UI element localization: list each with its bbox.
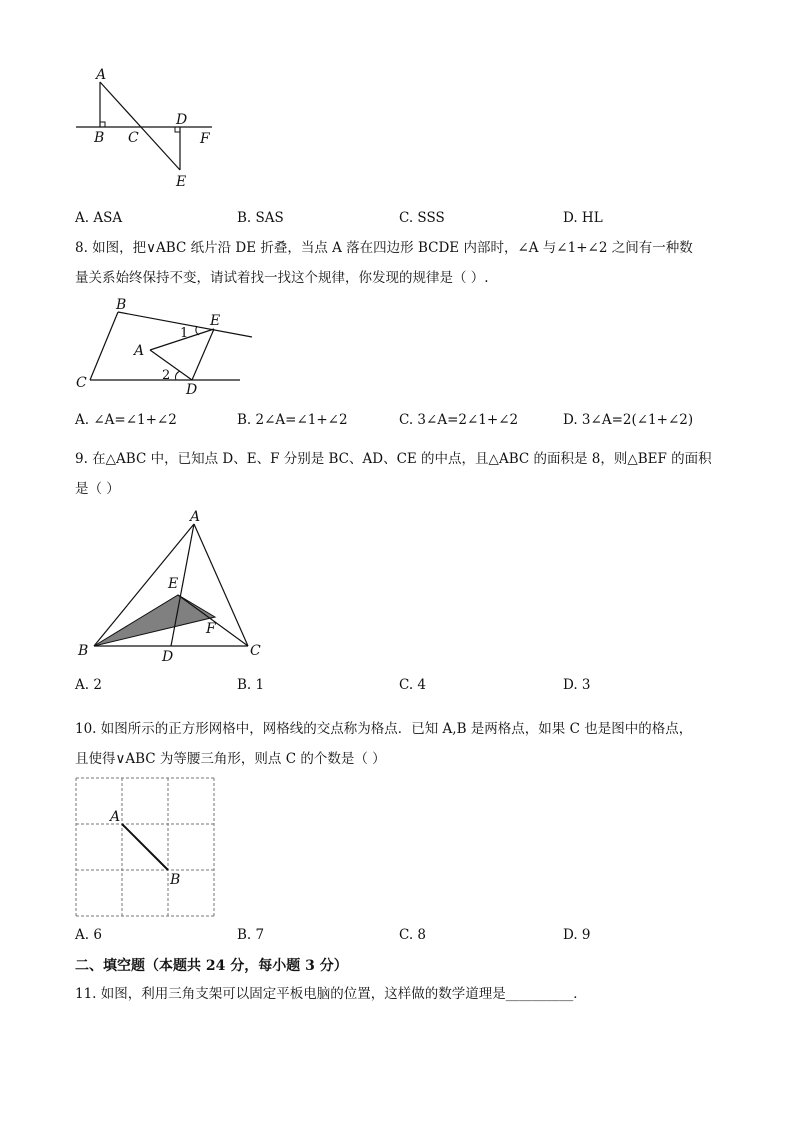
label-c: C xyxy=(128,130,139,146)
q8-option-d: D. 3∠A=2(∠1+∠2) xyxy=(563,412,694,428)
q10-option-a: A. 6 xyxy=(75,927,102,943)
label-d: D xyxy=(162,649,174,665)
label-b: B xyxy=(116,297,127,313)
label-a: A xyxy=(134,343,145,359)
label-a: A xyxy=(96,67,107,83)
q9-option-b: B. 1 xyxy=(237,677,265,693)
label-a: A xyxy=(190,509,201,525)
q8-option-b: B. 2∠A=∠1+∠2 xyxy=(237,412,348,428)
q10-option-d: D. 9 xyxy=(563,927,591,943)
q9-option-c: C. 4 xyxy=(399,677,427,693)
section-title: 二、填空题（本题共 24 分，每小题 3 分） xyxy=(75,958,348,974)
q7-option-d: D. HL xyxy=(563,210,603,226)
label-d: D xyxy=(186,382,198,398)
label-d: D xyxy=(176,112,188,128)
q9-option-d: D. 3 xyxy=(563,677,591,693)
q8-option-c: C. 3∠A=2∠1+∠2 xyxy=(399,412,519,428)
label-f: F xyxy=(200,131,210,147)
q10-text-line1: 10. 如图所示的正方形网格中，网格线的交点称为格点．已知 A,B 是两格点，如果 C 也是图中的格点， xyxy=(75,721,693,737)
label-c: C xyxy=(76,375,87,391)
label-e: E xyxy=(176,174,187,190)
label-b: B xyxy=(94,130,105,146)
figure-q10-grid xyxy=(70,772,220,922)
figure-q8 xyxy=(72,295,262,400)
q8-option-a: A. ∠A=∠1+∠2 xyxy=(75,412,177,428)
label-angle-2: 2 xyxy=(162,368,171,383)
q8-text-line1: 8. 如图，把∨ABC 纸片沿 DE 折叠，当点 A 落在四边形 BCDE 内部时，∠A 与∠1+∠2 之间有一种数 xyxy=(75,240,693,256)
label-b: B xyxy=(170,872,181,888)
label-b: B xyxy=(78,643,89,659)
q7-option-a: A. ASA xyxy=(75,210,123,226)
figure-q9 xyxy=(72,505,272,667)
q9-text-line2: 是（ ） xyxy=(75,481,120,497)
q8-text-line2: 量关系始终保持不变，请试着找一找这个规律，你发现的规律是（ ）. xyxy=(75,270,489,286)
q9-option-a: A. 2 xyxy=(75,677,102,693)
q10-option-c: C. 8 xyxy=(399,927,427,943)
label-c: C xyxy=(250,643,261,659)
q11-text: 11. 如图，利用三角支架可以固定平板电脑的位置，这样做的数学道理是__________． xyxy=(75,986,587,1002)
figure-q7 xyxy=(70,62,220,192)
label-f: F xyxy=(206,621,216,637)
q9-text-line1: 9. 在△ABC 中，已知点 D、E、F 分别是 BC、AD、CE 的中点，且△ABC 的面积是 8，则△BEF 的面积 xyxy=(75,451,712,467)
label-angle-1: 1 xyxy=(180,326,189,341)
q10-option-b: B. 7 xyxy=(237,927,265,943)
label-e: E xyxy=(168,576,179,592)
label-a: A xyxy=(110,809,121,825)
q7-option-c: C. SSS xyxy=(399,210,445,226)
label-e: E xyxy=(210,313,221,329)
q10-text-line2: 且使得∨ABC 为等腰三角形，则点 C 的个数是（ ） xyxy=(75,751,386,767)
q7-option-b: B. SAS xyxy=(237,210,284,226)
